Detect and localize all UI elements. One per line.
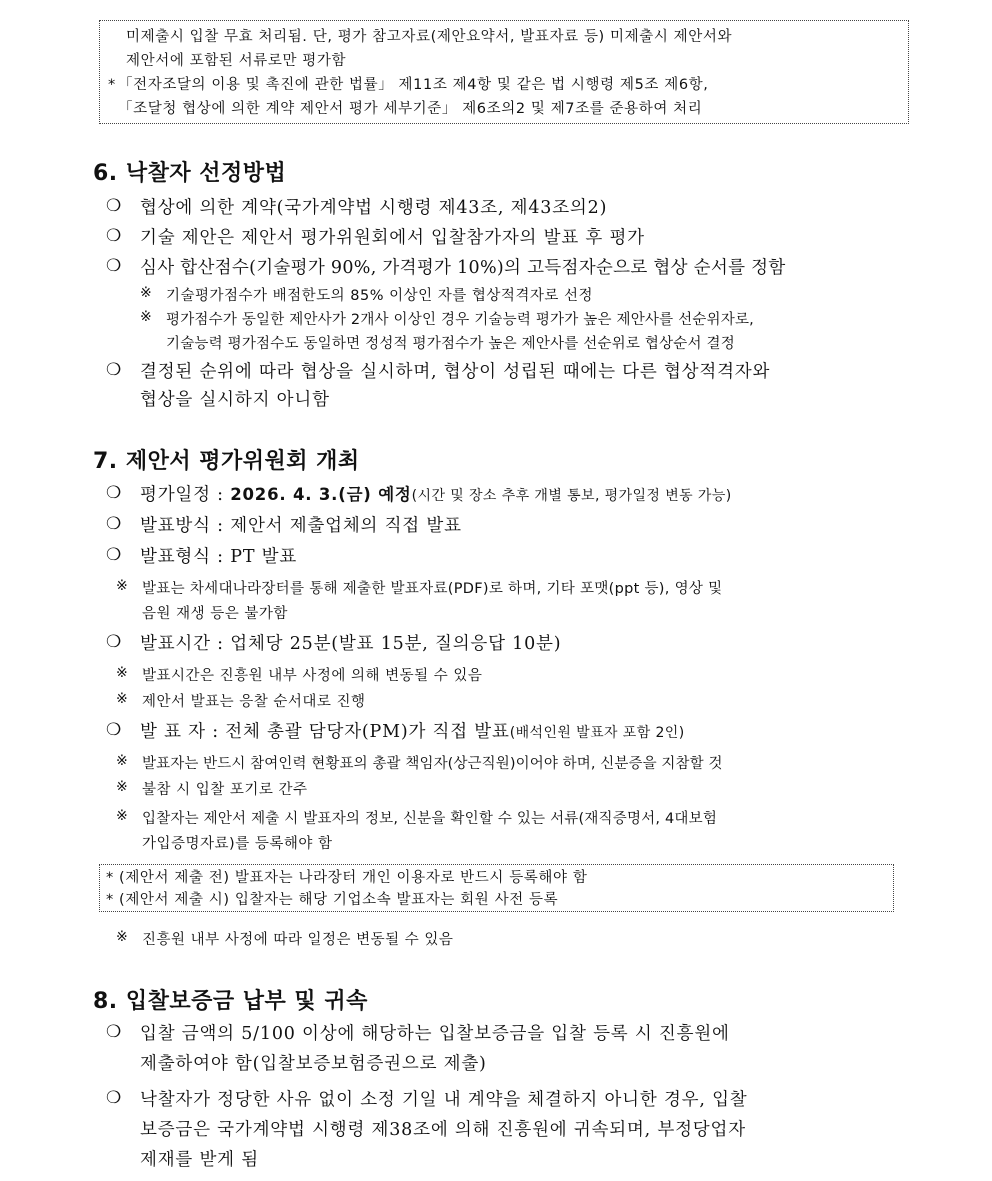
sec7-time: 발표시간 : 업체당 25분(발표 15분, 질의응답 10분) [140,634,562,654]
sec6-note: 평가점수가 동일한 제안사가 2개사 이상인 경우 기술능력 평가가 높은 제안사를 선순위자로, [166,312,754,328]
schedule-note: (시간 및 장소 추후 개별 통보, 평가일정 변동 가능) [411,488,732,504]
notice-line: 제안서에 포함된 서류로만 평가함 [126,53,347,69]
sec7-note: 음원 재생 등은 불가함 [142,606,288,622]
bullet-icon: ❍ [106,196,122,216]
sec7-final-note: 진흥원 내부 사정에 따라 일정은 변동될 수 있음 [142,932,454,948]
note-mark-icon: ※ [116,779,128,795]
bullet-icon: ❍ [106,632,122,652]
notice-star: * [108,77,116,93]
bullet-icon: ❍ [106,514,122,534]
sec8-item: 제재를 받게 됨 [140,1150,259,1170]
sec6-note: 기술평가점수가 배점한도의 85% 이상인 자를 협상적격자로 선정 [166,288,594,304]
presenter-label: 발 표 자 : 전체 총괄 담당자(PM)가 직접 발표 [140,722,510,742]
sec6-item: 협상을 실시하지 아니함 [140,390,330,410]
presenter-notice-box [99,864,894,912]
sec7-schedule [140,481,732,506]
bullet-icon: ❍ [106,226,122,246]
sec7-note: 가입증명자료)를 등록해야 함 [142,836,333,852]
sec6-item: 결정된 순위에 따라 협상을 실시하며, 협상이 성립된 때에는 다른 협상적격자와 [140,362,771,382]
schedule-date: 2026. 4. 3.(금) 예정 [230,485,412,504]
bullet-icon: ❍ [106,545,122,565]
bullet-icon: ❍ [106,1022,122,1042]
sec7-note: 제안서 발표는 응찰 순서대로 진행 [142,694,366,710]
bullet-icon: ❍ [106,1088,122,1108]
sec6-note: 기술능력 평가점수도 동일하면 정성적 평가점수가 높은 제안사를 선순위로 협상순서 결정 [166,336,735,352]
notice-line: * (제안서 제출 시) 입찰자는 해당 기업소속 발표자는 회원 사전 등록 [106,892,559,908]
note-mark-icon: ※ [116,691,128,707]
sec7-note: 발표시간은 진흥원 내부 사정에 의해 변동될 수 있음 [142,668,483,684]
sec6-item: 심사 합산점수(기술평가 90%, 가격평가 10%)의 고득점자순으로 협상 순서를 정함 [140,258,786,278]
bullet-icon: ❍ [106,720,122,740]
sec7-note: 불참 시 입찰 포기로 간주 [142,782,308,798]
sec8-item: 제출하여야 함(입찰보증보험증권으로 제출) [140,1054,487,1074]
notice-line: 「전자조달의 이용 및 촉진에 관한 법률」 제11조 제4항 및 같은 법 시행령 제5조 제6항, [118,77,709,93]
note-mark-icon: ※ [116,578,128,594]
notice-line: 「조달청 협상에 의한 계약 제안서 평가 세부기준」 제6조의2 및 제7조를 준용하여 처리 [118,101,703,117]
note-mark-icon: ※ [116,753,128,769]
sec6-item: 협상에 의한 계약(국가계약법 시행령 제43조, 제43조의2) [140,198,608,218]
sec7-presenter [140,718,685,743]
sec8-item: 입찰 금액의 5/100 이상에 해당하는 입찰보증금을 입찰 등록 시 진흥원에 [140,1024,730,1044]
sec8-item: 보증금은 국가계약법 시행령 제38조에 의해 진흥원에 귀속되며, 부정당업자 [140,1120,746,1140]
notice-line: 미제출시 입찰 무효 처리됨. 단, 평가 참고자료(제안요약서, 발표자료 등) 미제출시 제안서와 [126,29,733,45]
note-mark-icon: ※ [116,808,128,824]
note-mark-icon: ※ [140,285,152,301]
sec7-format: 발표형식 : PT 발표 [140,547,298,567]
bullet-icon: ❍ [106,483,122,503]
sec7-note: 발표는 차세대나라장터를 통해 제출한 발표자료(PDF)로 하며, 기타 포맷(ppt 등), 영상 및 [142,581,723,597]
section-6-heading: 6. 낙찰자 선정방법 [93,161,287,186]
sec7-note: 발표자는 반드시 참여인력 현황표의 총괄 책임자(상근직원)이어야 하며, 신분증을 지참할 것 [142,756,723,772]
top-notice-box [99,20,909,124]
sec7-method: 발표방식 : 제안서 제출업체의 직접 발표 [140,516,462,536]
note-mark-icon: ※ [140,309,152,325]
sec7-note: 입찰자는 제안서 제출 시 발표자의 정보, 신분을 확인할 수 있는 서류(재직증명서, 4대보험 [142,811,718,827]
schedule-label: 평가일정 : [140,485,231,505]
bullet-icon: ❍ [106,256,122,276]
notice-line: * (제안서 제출 전) 발표자는 나라장터 개인 이용자로 반드시 등록해야 함 [106,870,588,886]
presenter-note: (배석인원 발표자 포함 2인) [509,725,685,741]
bullet-icon: ❍ [106,360,122,380]
section-8-heading: 8. 입찰보증금 납부 및 귀속 [93,989,368,1014]
sec6-item: 기술 제안은 제안서 평가위원회에서 입찰참가자의 발표 후 평가 [140,228,645,248]
sec8-item: 낙찰자가 정당한 사유 없이 소정 기일 내 계약을 체결하지 아니한 경우, 입찰 [140,1090,748,1110]
note-mark-icon: ※ [116,929,128,945]
note-mark-icon: ※ [116,665,128,681]
section-7-heading: 7. 제안서 평가위원회 개최 [93,449,360,474]
